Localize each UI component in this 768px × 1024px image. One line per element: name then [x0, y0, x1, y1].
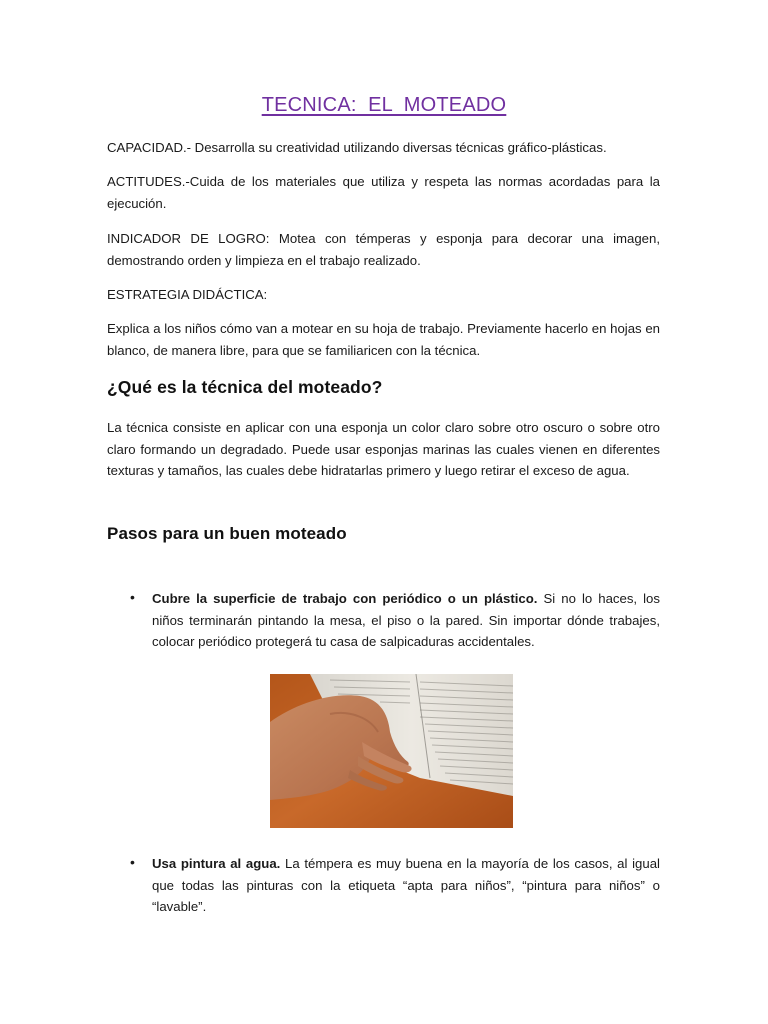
list-item: [152, 853, 660, 918]
bullet-body: La témpera es muy buena en la mayoría de los casos, al igual que todas las pinturas con la etiqueta “apta para niños”, “pintura para niños” o “lavable”.: [152, 856, 660, 914]
section-heading-pasos: Pasos para un buen moteado: [107, 524, 347, 543]
estrategia-paragraph: Explica a los niños cómo van a motear en su hoja de trabajo. Previamente hacerlo en hojas en blanco, de manera libre, para que se familiaricen con la técnica.: [107, 321, 660, 358]
estrategia-label: ESTRATEGIA DIDÁCTICA:: [107, 287, 268, 302]
bullet-bold-lead: Usa pintura al agua.: [152, 856, 281, 871]
bullet-dot: •: [130, 589, 135, 605]
newspaper-hand-photo: [270, 674, 513, 828]
indicador-paragraph: INDICADOR DE LOGRO: Motea con témperas y esponja para decorar una imagen, demostrando orden y limpieza en el trabajo realizado.: [107, 231, 660, 268]
bullet-body: Si no lo haces, los niños terminarán pintando la mesa, el piso o la pared. Sin importar dónde trabajes, colocar periódico protegerá tu casa de salpicaduras accidentales.: [152, 591, 660, 649]
list-item: [152, 588, 660, 653]
bullet-bold-lead: Cubre la superficie de trabajo con periódico o un plástico.: [152, 591, 538, 606]
bullet-dot: •: [130, 854, 135, 870]
section-heading-que-es: ¿Qué es la técnica del moteado?: [107, 377, 383, 397]
capacidad-paragraph: CAPACIDAD.- Desarrolla su creatividad utilizando diversas técnicas gráfico-plásticas.: [107, 140, 607, 155]
actitudes-paragraph: ACTITUDES.-Cuida de los materiales que utiliza y respeta las normas acordadas para la ejecución.: [107, 174, 660, 211]
document-title: TECNICA: EL MOTEADO: [261, 94, 507, 116]
definition-paragraph: La técnica consiste en aplicar con una esponja un color claro sobre otro oscuro o sobre otro claro formando un degradado. Puede usar esponjas marinas las cuales vienen en diferentes texturas y tamaños, las cuales debe hidratarlas primero y luego retirar el exceso de agua.: [107, 420, 660, 478]
